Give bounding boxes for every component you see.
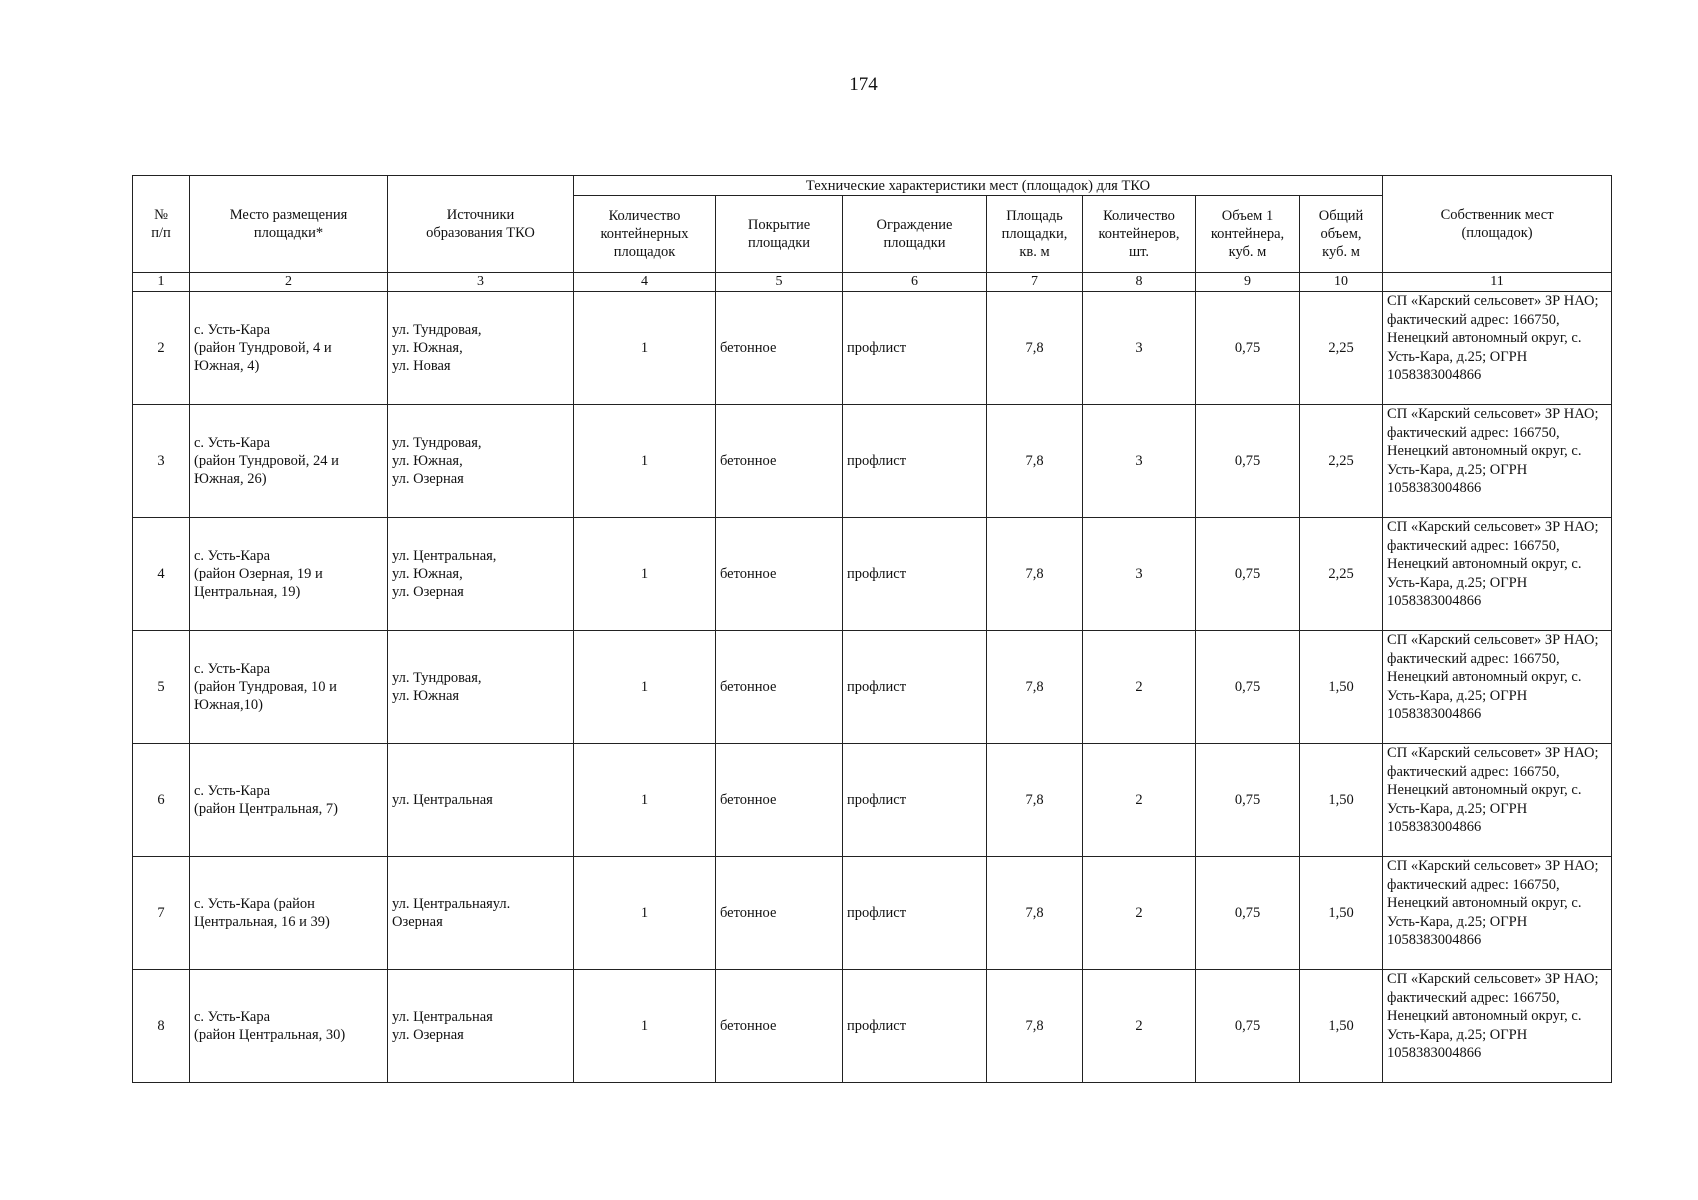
site-location: с. Усть-Кара (район Тундровой, 4 и Южная, 4) [190,292,388,405]
table-row [133,744,1612,857]
table-row [133,405,1612,518]
site-count: 1 [574,970,716,1083]
table-row [133,292,1612,405]
site-count: 1 [574,857,716,970]
site-location: с. Усть-Кара (район Тундровой, 24 и Южная, 26) [190,405,388,518]
site-area: 7,8 [987,518,1083,631]
container-volume: 0,75 [1196,857,1300,970]
column-number: 5 [716,273,843,292]
site-count: 1 [574,631,716,744]
header-total-volume: Общий объем, куб. м [1300,196,1383,273]
site-count: 1 [574,744,716,857]
row-number: 3 [133,405,190,518]
site-owner: СП «Карский сельсовет» ЗР НАО; фактический адрес: 166750, Ненецкий автономный округ, с. Усть-Кара, д.25; ОГРН 1058383004866 [1383,292,1612,405]
header-place: Место размещения площадки* [190,176,388,273]
table-row [133,857,1612,970]
site-count: 1 [574,292,716,405]
container-count: 3 [1083,518,1196,631]
row-number: 8 [133,970,190,1083]
column-number: 2 [190,273,388,292]
container-count: 2 [1083,970,1196,1083]
container-count: 3 [1083,292,1196,405]
header-container-count: Количество контейнеров, шт. [1083,196,1196,273]
site-count: 1 [574,405,716,518]
page-number: 174 [849,74,878,95]
header-site-count: Количество контейнерных площадок [574,196,716,273]
waste-sources: ул. Тундровая, ул. Южная, ул. Новая [388,292,574,405]
site-location: с. Усть-Кара (район Тундровая, 10 и Южная,10) [190,631,388,744]
container-volume: 0,75 [1196,518,1300,631]
column-number: 9 [1196,273,1300,292]
waste-sources: ул. Тундровая, ул. Южная, ул. Озерная [388,405,574,518]
table-row [133,970,1612,1083]
column-number: 4 [574,273,716,292]
site-fence: профлист [843,405,987,518]
row-number: 4 [133,518,190,631]
container-volume: 0,75 [1196,744,1300,857]
container-volume: 0,75 [1196,970,1300,1083]
header-sources: Источники образования ТКО [388,176,574,273]
site-cover: бетонное [716,292,843,405]
container-count: 2 [1083,857,1196,970]
site-cover: бетонное [716,631,843,744]
row-number: 2 [133,292,190,405]
waste-sources: ул. Тундровая, ул. Южная [388,631,574,744]
waste-sites-table [132,175,1612,1083]
header-owner: Собственник мест (площадок) [1383,176,1612,273]
header-group-title: Технические характеристики мест (площадок) для ТКО [574,176,1383,196]
site-cover: бетонное [716,405,843,518]
container-count: 2 [1083,631,1196,744]
site-owner: СП «Карский сельсовет» ЗР НАО; фактический адрес: 166750, Ненецкий автономный округ, с. Усть-Кара, д.25; ОГРН 1058383004866 [1383,970,1612,1083]
site-fence: профлист [843,631,987,744]
site-owner: СП «Карский сельсовет» ЗР НАО; фактический адрес: 166750, Ненецкий автономный округ, с. Усть-Кара, д.25; ОГРН 1058383004866 [1383,744,1612,857]
waste-sources: ул. Центральная, ул. Южная, ул. Озерная [388,518,574,631]
site-fence: профлист [843,518,987,631]
site-cover: бетонное [716,744,843,857]
site-location: с. Усть-Кара (район Центральная, 16 и 39) [190,857,388,970]
header-cover: Покрытие площадки [716,196,843,273]
site-cover: бетонное [716,970,843,1083]
site-location: с. Усть-Кара (район Центральная, 30) [190,970,388,1083]
column-number: 6 [843,273,987,292]
header-container-volume: Объем 1 контейнера, куб. м [1196,196,1300,273]
column-number: 8 [1083,273,1196,292]
total-volume: 1,50 [1300,744,1383,857]
table-header [133,176,1612,292]
waste-sources: ул. Центральная ул. Озерная [388,970,574,1083]
total-volume: 1,50 [1300,970,1383,1083]
table-row [133,518,1612,631]
site-area: 7,8 [987,744,1083,857]
site-location: с. Усть-Кара (район Центральная, 7) [190,744,388,857]
site-fence: профлист [843,970,987,1083]
site-area: 7,8 [987,292,1083,405]
column-number: 11 [1383,273,1612,292]
container-volume: 0,75 [1196,631,1300,744]
column-number: 3 [388,273,574,292]
row-number: 6 [133,744,190,857]
row-number: 5 [133,631,190,744]
site-location: с. Усть-Кара (район Озерная, 19 и Центральная, 19) [190,518,388,631]
site-owner: СП «Карский сельсовет» ЗР НАО; фактический адрес: 166750, Ненецкий автономный округ, с. Усть-Кара, д.25; ОГРН 1058383004866 [1383,857,1612,970]
site-owner: СП «Карский сельсовет» ЗР НАО; фактический адрес: 166750, Ненецкий автономный округ, с. Усть-Кара, д.25; ОГРН 1058383004866 [1383,405,1612,518]
column-number: 7 [987,273,1083,292]
column-number: 10 [1300,273,1383,292]
site-owner: СП «Карский сельсовет» ЗР НАО; фактический адрес: 166750, Ненецкий автономный округ, с. Усть-Кара, д.25; ОГРН 1058383004866 [1383,631,1612,744]
header-area: Площадь площадки, кв. м [987,196,1083,273]
column-number: 1 [133,273,190,292]
site-fence: профлист [843,744,987,857]
waste-sources: ул. Центральная [388,744,574,857]
site-cover: бетонное [716,857,843,970]
site-cover: бетонное [716,518,843,631]
container-volume: 0,75 [1196,405,1300,518]
container-count: 2 [1083,744,1196,857]
container-volume: 0,75 [1196,292,1300,405]
site-area: 7,8 [987,857,1083,970]
site-fence: профлист [843,292,987,405]
waste-sources: ул. Центральнаяул. Озерная [388,857,574,970]
row-number: 7 [133,857,190,970]
total-volume: 2,25 [1300,292,1383,405]
site-area: 7,8 [987,405,1083,518]
column-number-row [133,273,1612,292]
site-fence: профлист [843,857,987,970]
total-volume: 2,25 [1300,405,1383,518]
container-count: 3 [1083,405,1196,518]
header-fence: Ограждение площадки [843,196,987,273]
table-row [133,631,1612,744]
header-number: № п/п [133,176,190,273]
total-volume: 2,25 [1300,518,1383,631]
site-owner: СП «Карский сельсовет» ЗР НАО; фактический адрес: 166750, Ненецкий автономный округ, с. Усть-Кара, д.25; ОГРН 1058383004866 [1383,518,1612,631]
total-volume: 1,50 [1300,857,1383,970]
table-body [133,292,1612,1083]
site-count: 1 [574,518,716,631]
total-volume: 1,50 [1300,631,1383,744]
site-area: 7,8 [987,631,1083,744]
site-area: 7,8 [987,970,1083,1083]
